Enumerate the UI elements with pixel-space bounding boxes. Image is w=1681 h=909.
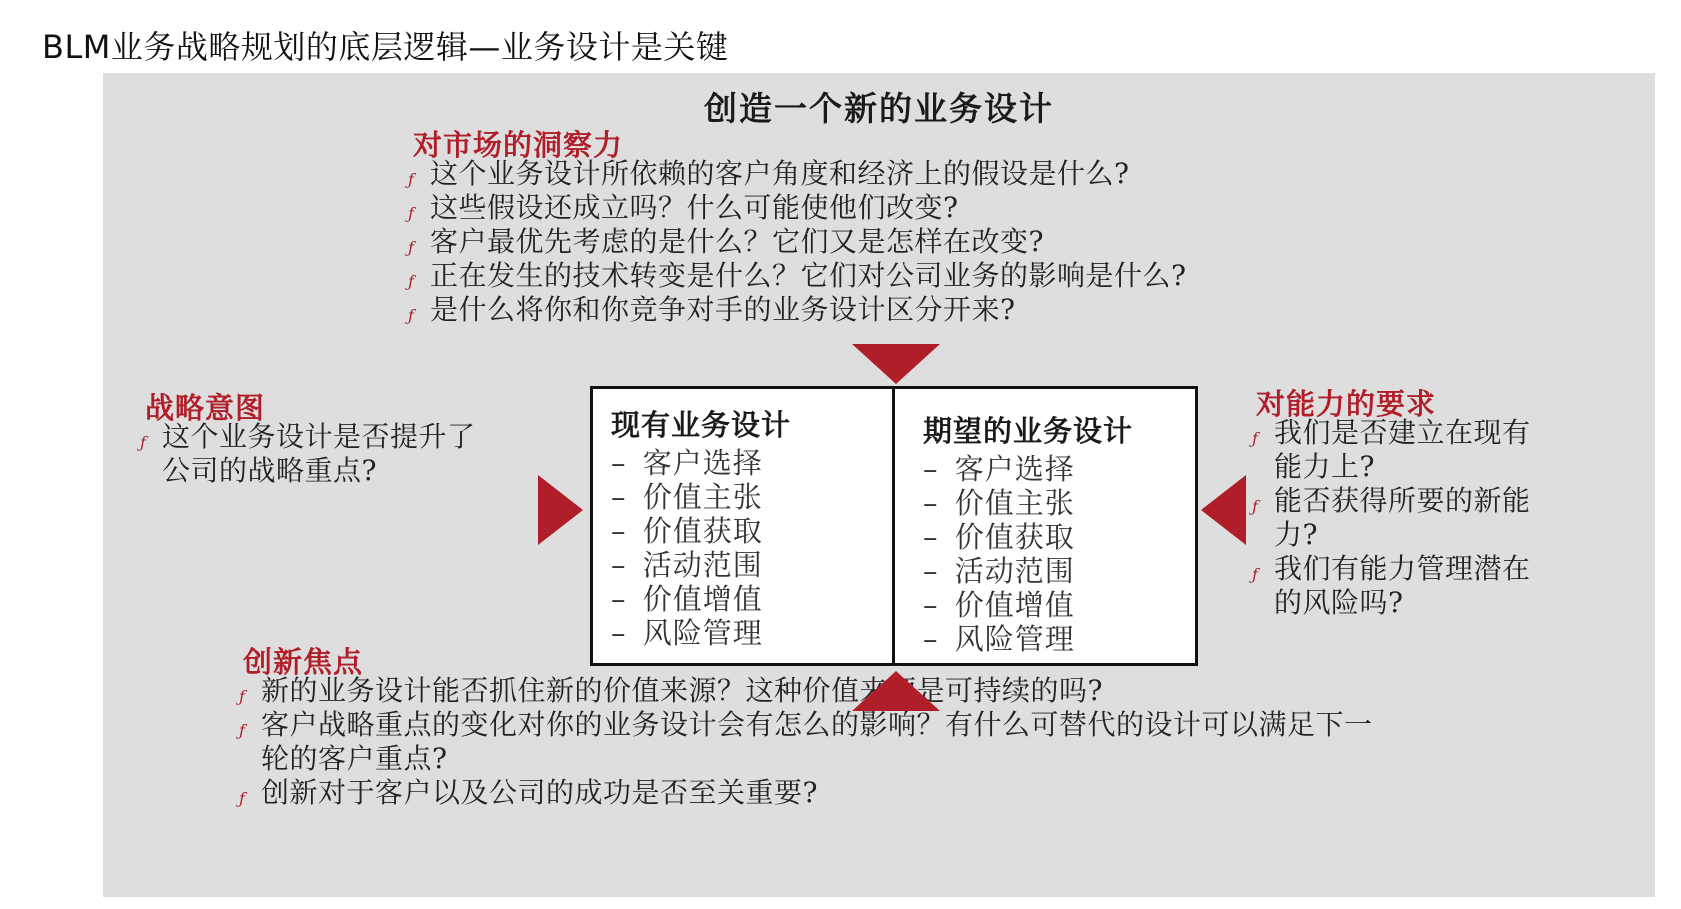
list-item: ƒ 这个业务设计是否提升了公司的战略重点? — [140, 420, 485, 488]
strategic-intent-list — [140, 420, 485, 488]
list-item: – 价值主张 — [611, 480, 791, 514]
list-item: – 风险管理 — [611, 616, 791, 650]
business-design-box — [590, 386, 1198, 666]
list-item: ƒ 正在发生的技术转变是什么？它们对公司业务的影响是什么? — [408, 259, 1187, 293]
list-item: – 价值增值 — [611, 582, 791, 616]
list-item: – 风险管理 — [923, 622, 1133, 656]
diagram-title: 创造一个新的业务设计 — [704, 89, 1054, 128]
list-item: ƒ 我们有能力管理潜在的风险吗? — [1252, 552, 1552, 620]
list-item: – 价值获取 — [923, 520, 1133, 554]
arrow-left-icon — [1201, 475, 1246, 545]
list-item: – 价值获取 — [611, 514, 791, 548]
market-insight-list — [408, 157, 1187, 327]
list-item: ƒ 这些假设还成立吗？什么可能使他们改变? — [408, 191, 1187, 225]
arrow-right-icon — [538, 475, 583, 545]
list-item: ƒ 客户最优先考虑的是什么？它们又是怎样在改变? — [408, 225, 1187, 259]
list-item: – 价值主张 — [923, 486, 1133, 520]
innovation-focus-list — [239, 674, 1374, 810]
innovation-focus-heading: 创新焦点 — [243, 645, 364, 679]
capability-list — [1252, 416, 1552, 620]
list-item: – 活动范围 — [923, 554, 1133, 588]
current-design-title: 现有业务设计 — [611, 408, 792, 442]
box-divider — [892, 389, 895, 663]
arrow-up-icon — [852, 671, 940, 711]
arrow-down-icon — [852, 344, 940, 384]
list-item: ƒ 这个业务设计所依赖的客户角度和经济上的假设是什么? — [408, 157, 1187, 191]
list-item: ƒ 能否获得所要的新能力? — [1252, 484, 1552, 552]
list-item: – 价值增值 — [923, 588, 1133, 622]
list-item: – 活动范围 — [611, 548, 791, 582]
desired-design-list — [923, 452, 1133, 656]
current-design-column — [611, 403, 791, 650]
list-item: ƒ 客户战略重点的变化对你的业务设计会有怎么的影响？有什么可替代的设计可以满足下一轮的客户重点? — [239, 708, 1374, 776]
list-item: ƒ 创新对于客户以及公司的成功是否至关重要? — [239, 776, 1374, 810]
list-item: – 客户选择 — [923, 452, 1133, 486]
diagram-panel — [103, 73, 1655, 897]
desired-design-column — [923, 409, 1133, 656]
current-design-list — [611, 446, 791, 650]
list-item: ƒ 我们是否建立在现有能力上? — [1252, 416, 1552, 484]
list-item: ƒ 新的业务设计能否抓住新的价值来源？这种价值来源是可持续的吗? — [239, 674, 1374, 708]
list-item: – 客户选择 — [611, 446, 791, 480]
page-title: BLM业务战略规划的底层逻辑—业务设计是关键 — [42, 28, 729, 66]
strategic-intent-heading: 战略意图 — [145, 391, 266, 425]
market-insight-heading: 对市场的洞察力 — [413, 128, 624, 162]
capability-heading: 对能力的要求 — [1256, 387, 1437, 421]
list-item: ƒ 是什么将你和你竞争对手的业务设计区分开来? — [408, 293, 1187, 327]
desired-design-title: 期望的业务设计 — [923, 414, 1134, 448]
